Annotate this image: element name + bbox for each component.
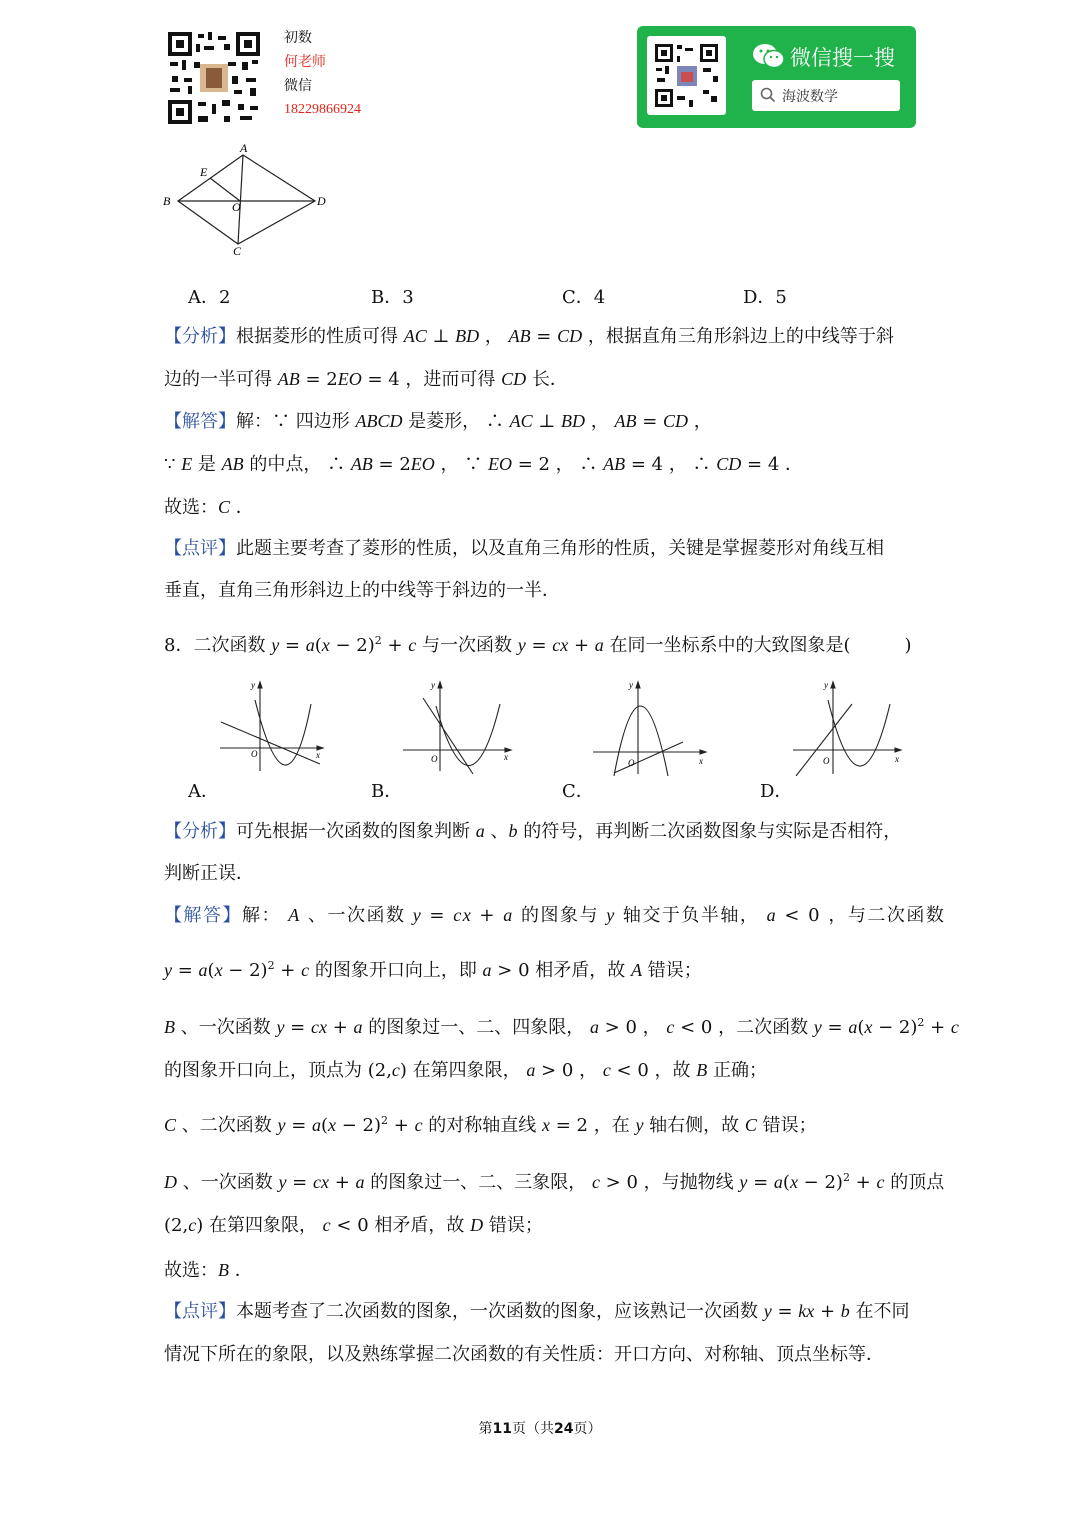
graph-d-y-label: y	[824, 680, 828, 690]
q8-comment-line2: 情况下所在的象限，以及熟练掌握二次函数的有关性质：开口方向、对称轴、顶点坐标等．	[164, 1344, 884, 1365]
q7-option-d: D．5	[743, 287, 787, 308]
header-wechat-label: 微信	[284, 78, 312, 94]
graph-a-y-label: y	[251, 680, 255, 690]
q8-answer-line3: B 、一次函数 y = cx + a 的图象过一、二、四象限， a > 0 ， c < 0 ，二次函数 $y = a(x - 2)^2 + c$	[164, 1016, 959, 1038]
page-number: 11	[492, 1421, 512, 1437]
q8-answer-line7: (2,c) 在第四象限， c < 0 相矛盾，故 D 错误；	[164, 1215, 543, 1236]
wechat-search-title: 微信搜一搜	[790, 46, 895, 70]
q8-option-d: D．	[760, 781, 793, 802]
label-A: A	[240, 141, 248, 155]
q7-choose: 故选：C ．	[164, 497, 254, 518]
q7-comment-line2: 垂直，直角三角形斜边上的中线等于斜边的一半．	[164, 580, 560, 601]
q8-answer-tag: 【解答】	[164, 905, 242, 926]
wechat-logo-icon	[752, 42, 786, 74]
graph-d-x-label: x	[895, 754, 899, 764]
label-B: B	[163, 194, 171, 208]
qr-code-right	[647, 36, 726, 115]
q8-analysis-line1: 【分析】可先根据一次函数的图象判断 a 、b 的符号，再判断二次函数图象与实际是否相符，	[164, 821, 902, 842]
q8-answer-line4: 的图象开口向上，顶点为 (2,c) 在第四象限， a > 0 ， c < 0 ，故 B 正确；	[164, 1060, 767, 1081]
q8-graph-b	[398, 676, 518, 776]
q7-answer-line2: ∵ E 是 AB 的中点， ∴ AB = 2EO ， ∵ EO = 2 ， ∴ AB = 4 ， ∴ CD = 4 ．	[164, 454, 803, 475]
graph-c-y-label: y	[629, 680, 633, 690]
label-O: O	[232, 200, 241, 214]
q7-analysis-line2: 边的一半可得 AB = 2EO = 4 ，进而可得 CD 长．	[164, 369, 568, 390]
q7-analysis-line1: 【分析】根据菱形的性质可得 AC ⊥ BD ， AB = CD ，根据直角三角形斜边上的中线等于斜	[164, 326, 894, 347]
graph-a-origin-label: O	[251, 749, 258, 759]
search-icon	[760, 87, 776, 107]
graph-b-y-label: y	[431, 680, 435, 690]
q8-option-c: C．	[562, 781, 594, 802]
q7-option-b: B．3	[371, 287, 414, 308]
q8-graph-d	[788, 676, 908, 776]
graph-c-origin-label: O	[628, 758, 635, 768]
q8-graph-a	[215, 676, 330, 776]
page-footer: 第11页（共24页）	[478, 1421, 602, 1437]
label-D: D	[317, 194, 326, 208]
header-line1: 初数	[284, 30, 312, 46]
q8-answer-line6: D 、一次函数 y = cx + a 的图象过一、二、三象限， c > 0 ，与抛物线 $y = a(x - 2)^2 + c$ 的顶点	[164, 1171, 945, 1193]
graph-d-origin-label: O	[823, 756, 830, 766]
q8-option-b: B．	[371, 781, 403, 802]
header-teacher-name: 何老师	[284, 54, 326, 70]
q8-answer-line1: 【解答】解： A 、一次函数 y = cx + a 的图象与 y 轴交于负半轴， a < 0 ，与二次函数	[164, 905, 946, 926]
q8-analysis-tag: 【分析】	[164, 821, 236, 842]
graph-a-x-label: x	[316, 750, 320, 760]
q7-comment-line1: 【点评】此题主要考查了菱形的性质，以及直角三角形的性质，关键是掌握菱形对角线互相	[164, 538, 884, 559]
q8-comment-line1: 【点评】本题考查了二次函数的图象，一次函数的图象，应该熟记一次函数 y = kx + b 在不同	[164, 1301, 910, 1322]
rhombus-figure	[160, 140, 335, 265]
graph-c-x-label: x	[699, 756, 703, 766]
header-phone: 18229866924	[284, 102, 361, 117]
q8-answer-line2: $y = a(x - 2)^2 + c$ 的图象开口向上，即 a > 0 相矛盾，故 A 错误；	[164, 959, 702, 981]
graph-b-x-label: x	[504, 752, 508, 762]
q8-answer-line5: C 、二次函数 $y = a(x - 2)^2 + c$ 的对称轴直线 x = 2 ，在 y 轴右侧，故 C 错误；	[164, 1114, 817, 1136]
q7-option-c: C．4	[562, 287, 606, 308]
graph-b-origin-label: O	[431, 754, 438, 764]
q8-comment-tag: 【点评】	[164, 1301, 236, 1322]
q8-option-a: A．	[188, 781, 219, 802]
label-C: C	[233, 244, 242, 258]
q7-answer-tag: 【解答】	[164, 411, 236, 432]
qr-code-left	[168, 32, 260, 124]
page-total: 24	[554, 1421, 574, 1437]
q8-choose: 故选：B ．	[164, 1260, 253, 1281]
q8-question: 8．二次函数 $y = a(x - 2)^2 + c$ 与一次函数 y = cx + a 在同一坐标系中的大致图象是( )	[164, 634, 912, 656]
wechat-search-text: 海波数学	[782, 89, 838, 105]
label-E: E	[200, 165, 208, 179]
q7-answer-line1: 【解答】解：∵ 四边形 ABCD 是菱形， ∴ AC ⊥ BD ， AB = CD ，	[164, 411, 712, 432]
q7-analysis-tag: 【分析】	[164, 326, 236, 347]
q7-option-a: A．2	[188, 287, 231, 308]
q8-graph-c	[588, 676, 713, 776]
q8-analysis-line2: 判断正误．	[164, 863, 254, 884]
q7-comment-tag: 【点评】	[164, 538, 236, 559]
